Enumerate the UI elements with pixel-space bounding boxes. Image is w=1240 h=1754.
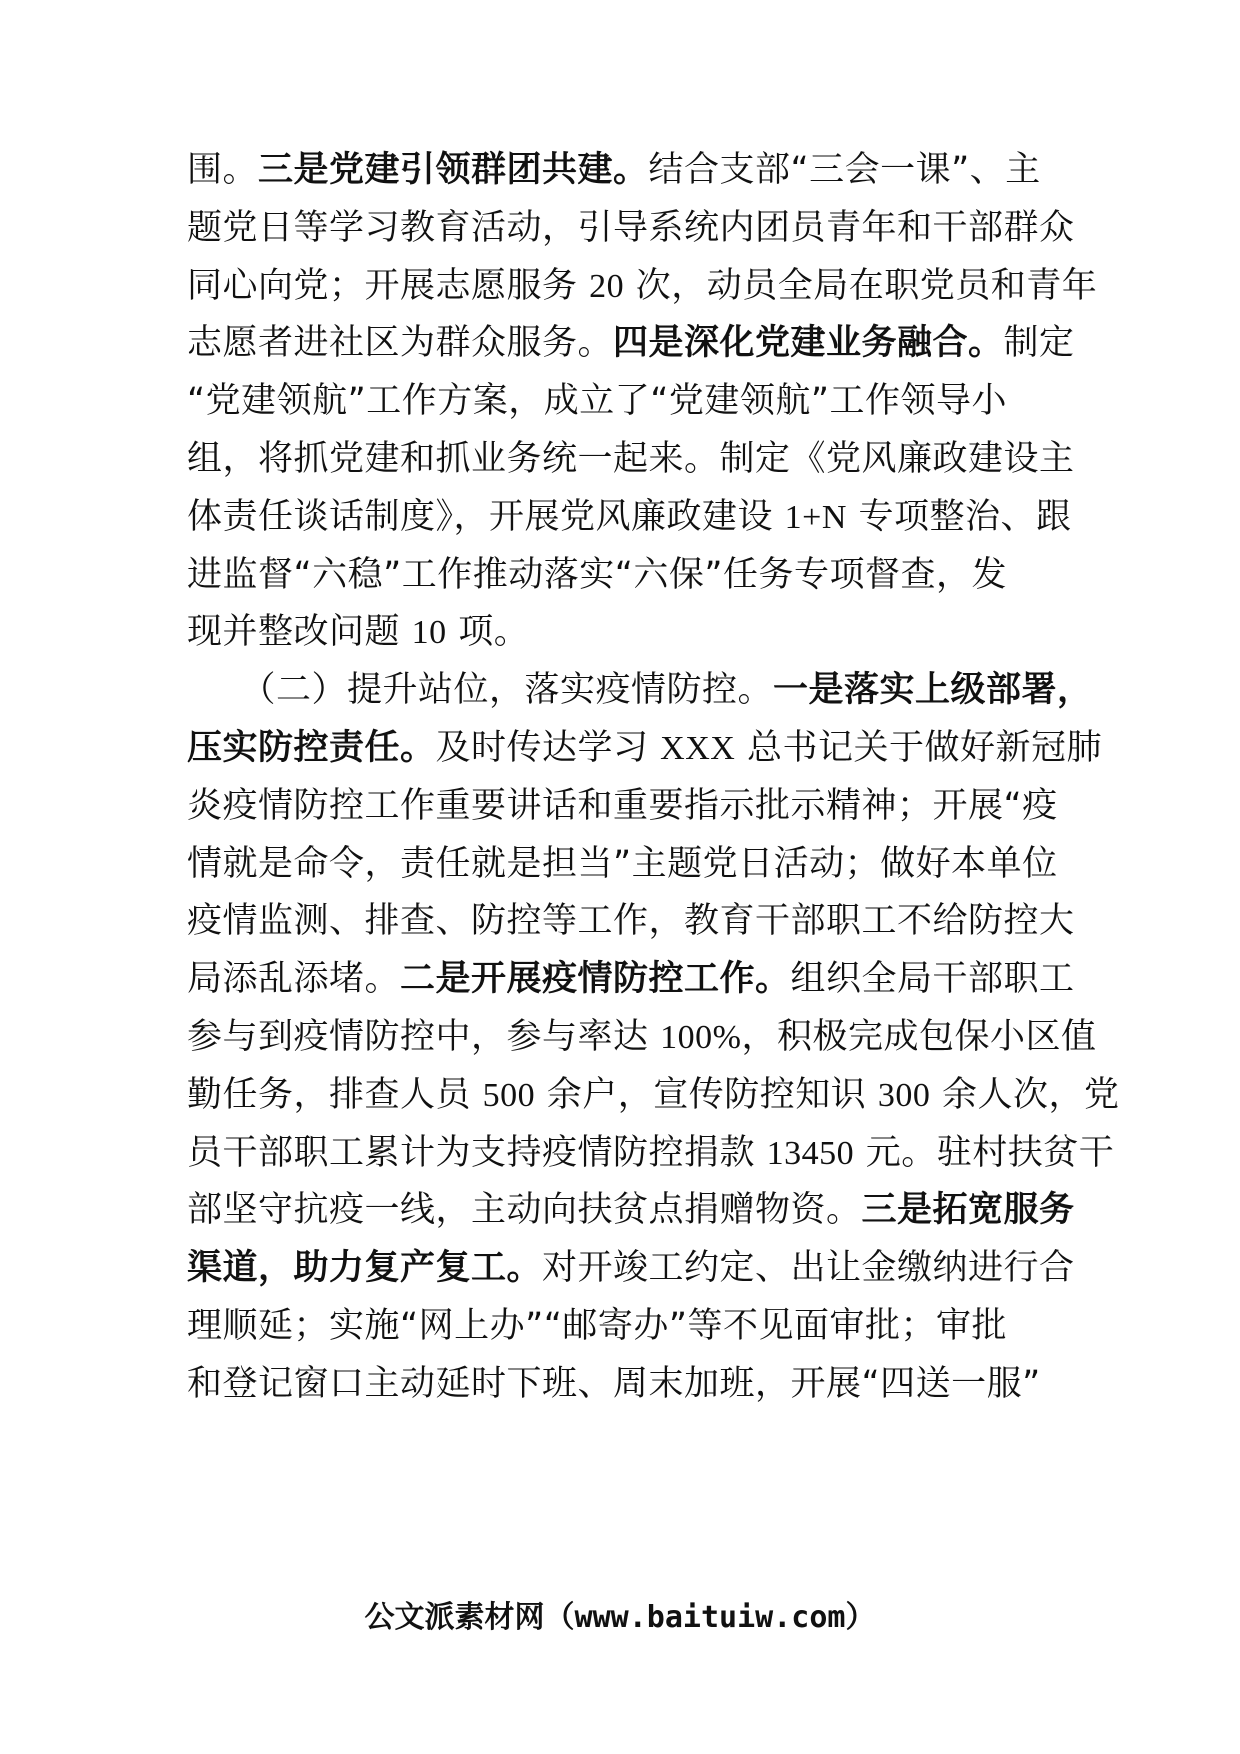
text-segment: 制定: [1003, 323, 1075, 364]
number-text: 500: [482, 1076, 536, 1114]
text-segment: 现并整改问题: [187, 612, 412, 653]
text-line: [187, 254, 1098, 318]
text-segment: 项。: [446, 612, 530, 653]
text-segment: 组，将抓党建和抓业务统一起来。制定《党风廉政建设主: [187, 439, 1075, 479]
text-line: [187, 485, 1072, 549]
text-segment: 局添乱添堵。: [187, 959, 401, 1000]
text-segment: 及时传达学习: [435, 728, 661, 768]
footer-watermark: [0, 1598, 1240, 1638]
text-segment: “党建领航”工作方案，成立了“党建领航”工作领导小: [187, 381, 1008, 422]
text-segment: 情就是命令，责任就是担当”主题党日活动；做好本单位: [187, 843, 1058, 884]
text-line: [187, 1236, 1075, 1300]
text-line: [187, 311, 1075, 375]
text-segment: 炎疫情防控工作重要讲话和重要指示批示精神；开展“疫: [187, 785, 1058, 826]
number-text: 13450: [766, 1134, 855, 1172]
text-segment: 专项整治、跟: [846, 496, 1072, 537]
text-segment: 进监督“六稳”工作推动落实“六保”任务专项督查，发: [187, 554, 1008, 595]
text-line: [187, 1352, 1067, 1416]
text-segment: 次，动员全局在职党员和青年: [624, 265, 1098, 306]
footer-url: （www.baituiw.com）: [544, 1600, 876, 1635]
text-segment: 志愿者进社区为群众服务。: [187, 323, 614, 364]
text-line: [187, 369, 1067, 433]
text-line: [187, 658, 1093, 722]
text-line: [187, 1005, 1097, 1069]
text-line: [187, 1294, 1067, 1358]
number-text: 300: [877, 1076, 931, 1114]
footer-site-name: 公文派素材网: [364, 1600, 545, 1635]
bold-heading-text: 三是党建引领群团共建。: [258, 150, 649, 190]
text-line: [187, 196, 1075, 260]
text-line: [187, 716, 1102, 780]
text-segment: 总书记关于做好新冠肺: [735, 728, 1102, 768]
bold-heading-text: 四是深化党建业务融合。: [613, 323, 1004, 364]
text-line: [187, 138, 1067, 202]
text-line: [187, 832, 1067, 896]
text-line: [187, 1063, 1120, 1127]
number-text: 20: [589, 267, 625, 305]
text-segment: 员干部职工累计为支持疫情防控捐款: [187, 1132, 767, 1173]
text-line: [187, 543, 1067, 607]
text-segment: 疫情监测、排查、防控等工作，教育干部职工不给防控大: [187, 901, 1075, 942]
bold-heading-text: 二是开展疫情防控工作。: [400, 959, 791, 1000]
text-segment: 元。驻村扶贫干: [854, 1132, 1115, 1173]
number-text: 1+N: [784, 498, 847, 536]
text-segment: 和登记窗口主动延时下班、周末加班，开展“四送一服”: [187, 1363, 1041, 1404]
bold-heading-text: 渠道，助力复产复工。: [187, 1248, 543, 1289]
text-segment: ，积极完成包保小区值: [741, 1017, 1097, 1057]
text-segment: 围。: [187, 150, 259, 190]
bold-heading-text: 三是拓宽服务: [861, 1190, 1075, 1231]
bold-heading-text: 一是落实上级部署，: [773, 670, 1093, 711]
text-segment: 组织全局干部职工: [790, 959, 1075, 1000]
text-line: [187, 1121, 1115, 1185]
text-segment: （二）提升站位，落实疫情防控。: [187, 670, 774, 711]
text-segment: 对开竣工约定、出让金缴纳进行合: [542, 1248, 1075, 1289]
text-line: [187, 600, 1067, 664]
text-segment: 勤任务，排查人员: [187, 1074, 483, 1115]
text-line: [187, 1178, 1075, 1242]
text-segment: 题党日等学习教育活动，引导系统内团员青年和干部群众: [187, 207, 1075, 248]
text-line: [187, 427, 1075, 491]
number-text: 100%: [660, 1019, 742, 1056]
text-segment: 余人次，党: [930, 1074, 1120, 1115]
number-text: 10: [411, 614, 447, 652]
text-segment: 结合支部“三会一课”、主: [648, 150, 1041, 190]
number-text: XXX: [660, 730, 736, 767]
text-segment: 参与到疫情防控中，参与率达: [187, 1017, 661, 1057]
text-segment: 余户，宣传防控知识: [535, 1074, 878, 1115]
text-segment: 同心向党；开展志愿服务: [187, 265, 590, 306]
text-segment: 部坚守抗疫一线，主动向扶贫点捐赠物资。: [187, 1190, 862, 1231]
text-line: [187, 947, 1075, 1011]
text-segment: 体责任谈话制度》，开展党风廉政建设: [187, 496, 785, 537]
text-line: [187, 889, 1075, 953]
bold-heading-text: 压实防控责任。: [187, 728, 436, 768]
text-line: [187, 774, 1067, 838]
text-segment: 理顺延；实施“网上办”“邮寄办”等不见面审批；审批: [187, 1306, 1008, 1346]
